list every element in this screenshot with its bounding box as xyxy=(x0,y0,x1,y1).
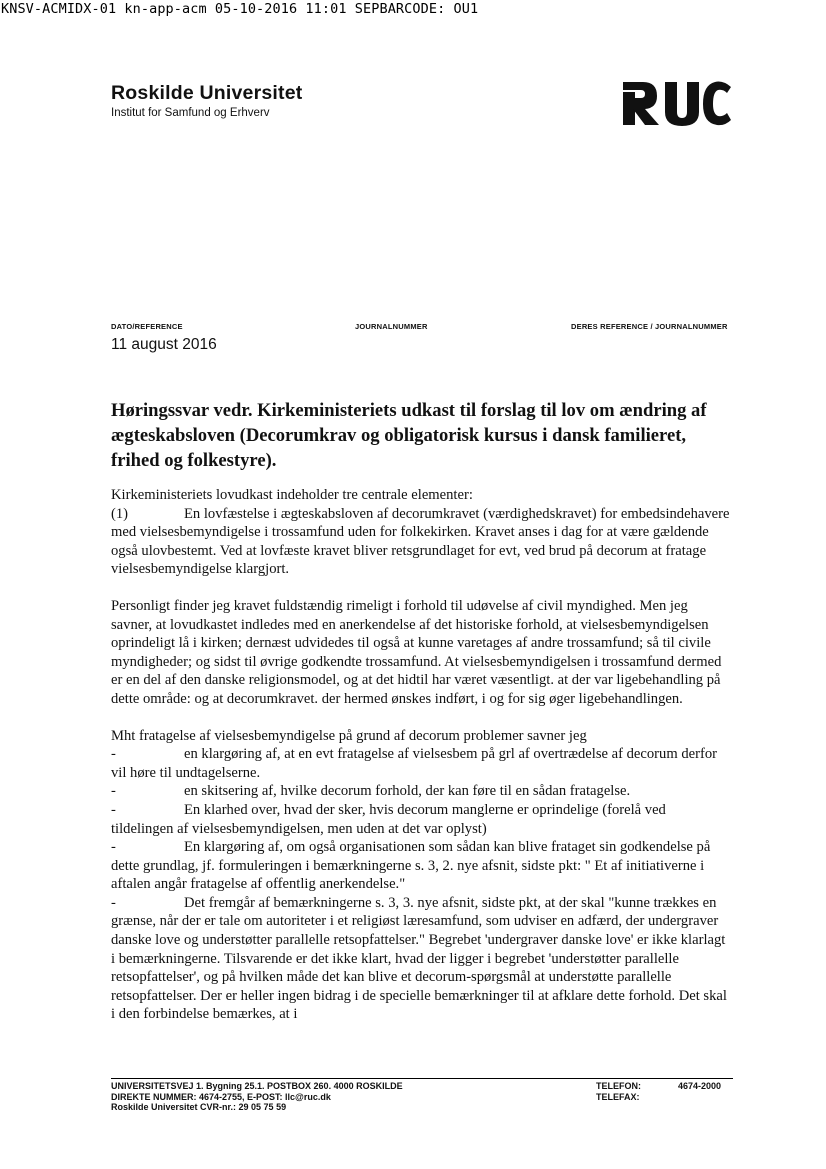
bullet-marker: - xyxy=(111,894,116,911)
list-item xyxy=(111,894,731,1024)
footer-cvr-line: Roskilde Universitet CVR-nr.: 29 05 75 59 xyxy=(111,1102,287,1112)
telefon-value: 4674-2000 xyxy=(678,1081,722,1091)
item-marker: (1) xyxy=(111,505,129,522)
footer-address-line: UNIVERSITETSVEJ 1. Bygning 25.1. POSTBOX 260. 4000 ROSKILDE xyxy=(111,1081,403,1091)
list-item xyxy=(111,838,731,894)
bullet-text: en skitsering af, hvilke decorum forhold, der kan føre til en sådan fratagelse. xyxy=(184,783,631,800)
bullet-marker: - xyxy=(111,746,116,763)
footer-contact-line: DIREKTE NUMMER: 4674-2755, E-POST: llc@ruc.dk xyxy=(111,1091,331,1102)
university-name: Roskilde Universitet xyxy=(111,82,303,104)
list-item xyxy=(111,745,731,782)
item-text: En lovfæstelse i ægteskabsloven af decorumkravet (værdighedskravet) for embedsindehavere med vielsesbemyndigelse i trossamfund uden for folkekirken. Kravet anses i dag for at være gældende også ulovbestemt. Ved at lovfæste kravet bliver retsgrundlaget for evt, ved brud på decorum at fratage vielsesbemyndigelse klargjort. xyxy=(111,505,730,578)
bullet-marker: - xyxy=(111,783,116,800)
bullet-marker: - xyxy=(111,839,116,856)
your-reference-label: DERES REFERENCE / JOURNALNUMMER xyxy=(571,322,728,331)
footer-divider xyxy=(111,1078,733,1079)
fax-transmission-header: KNSV-ACMIDX-01 kn-app-acm 05-10-2016 11:01 SEPBARCODE: OU1 xyxy=(1,1,479,17)
list-item xyxy=(111,801,731,838)
bullet-text: Det fremgår af bemærkningerne s. 3, 3. nye afsnit, sidste pkt, at der skal "kunne trækkes en grænse, når der er tale om autoriteter i et religiøst læresamfund, som udviser en adfærd, der undergraver danske love og understøtter parallelle retsopfattelser." Begrebet 'undergraver danske love' er ikke klarlagt i bemærkningerne. Tilsvarende er det ikke klart, hvad der ligger i begrebet 'understøtter parallelle retsopfattelser', og på hvilken måde det kan blive et decorum-spørgsmål at understøtte parallelle retsopfattelser. Der er heller ingen bidrag i de specielle bemærkninger til at afklare dette forhold. Det skal i den forbindelse bemærkes, at i xyxy=(111,894,727,1023)
footer-phone-block xyxy=(596,1081,722,1102)
bullet-marker: - xyxy=(111,801,116,818)
letter-title: Høringssvar vedr. Kirkeministeriets udkast til forslag til lov om ændring af ægteskabsloven (Decorumkrav og obligatorisk kursus i dansk familieret, frihed og folkestyre). xyxy=(111,400,707,471)
journal-number-label: JOURNALNUMMER xyxy=(355,322,428,331)
list-item xyxy=(111,505,731,579)
telefon-label: TELEFON: xyxy=(596,1081,641,1091)
letter-date: 11 august 2016 xyxy=(111,336,217,353)
bullet-text: En klargøring af, om også organisationen som sådan kan blive frataget sin godkendelse på dette grundlag, jf. formuleringen i bemærkningerne s. 3, 2. nye afsnit, sidste pkt: " Et af initiativerne i aftalen angår fratagelse af offentlig anerkendelse." xyxy=(111,839,711,893)
letterhead xyxy=(111,82,302,119)
paragraph: Personligt finder jeg kravet fuldstændig rimeligt i forhold til udøvelse af civil myndighed. Men jeg savner, at lovudkastet indledes med en anerkendelse af det historiske forhold, at vielsesbemyndigelsen oprindeligt lå i kirken; dernæst udvidedes til også at kunne varetages af andre trossamfund; så til civile myndigheder; og sidst til øvrige godkendte trossamfund. At vielsesbemyndigelsen i trossamfund dermed er en del af den danske religionsmodel, og at det hidtil har været væsentligt. at der var ligebehandling på dette område: og at decorumkravet. der hermed ønskes indført, i og for sig øger ligebehandlingen. xyxy=(111,597,722,707)
list-item xyxy=(111,782,731,801)
intro-paragraph: Kirkeministeriets lovudkast indeholder tre centrale elementer: xyxy=(111,487,473,503)
paragraph: Mht fratagelse af vielsesbemyndigelse på grund af decorum problemer savner jeg xyxy=(111,727,587,744)
bullet-text: En klarhed over, hvad der sker, hvis decorum manglerne er oprindelige (forelå ved tildelingen af vielsesbemyndigelsen, men uden at det var oplyst) xyxy=(111,801,666,837)
bullet-text: en klargøring af, at en evt fratagelse af vielsesbem på grl af overtrædelse af decorum derfor vil høre til undtagelserne. xyxy=(111,746,717,781)
footer-address xyxy=(111,1081,403,1113)
department-name: Institut for Samfund og Erhverv xyxy=(111,107,270,119)
telefax-label: TELEFAX: xyxy=(596,1091,640,1102)
ruc-logo-icon xyxy=(621,78,733,126)
letter-body xyxy=(111,486,731,1024)
date-reference-label: DATO/REFERENCE xyxy=(111,322,183,331)
